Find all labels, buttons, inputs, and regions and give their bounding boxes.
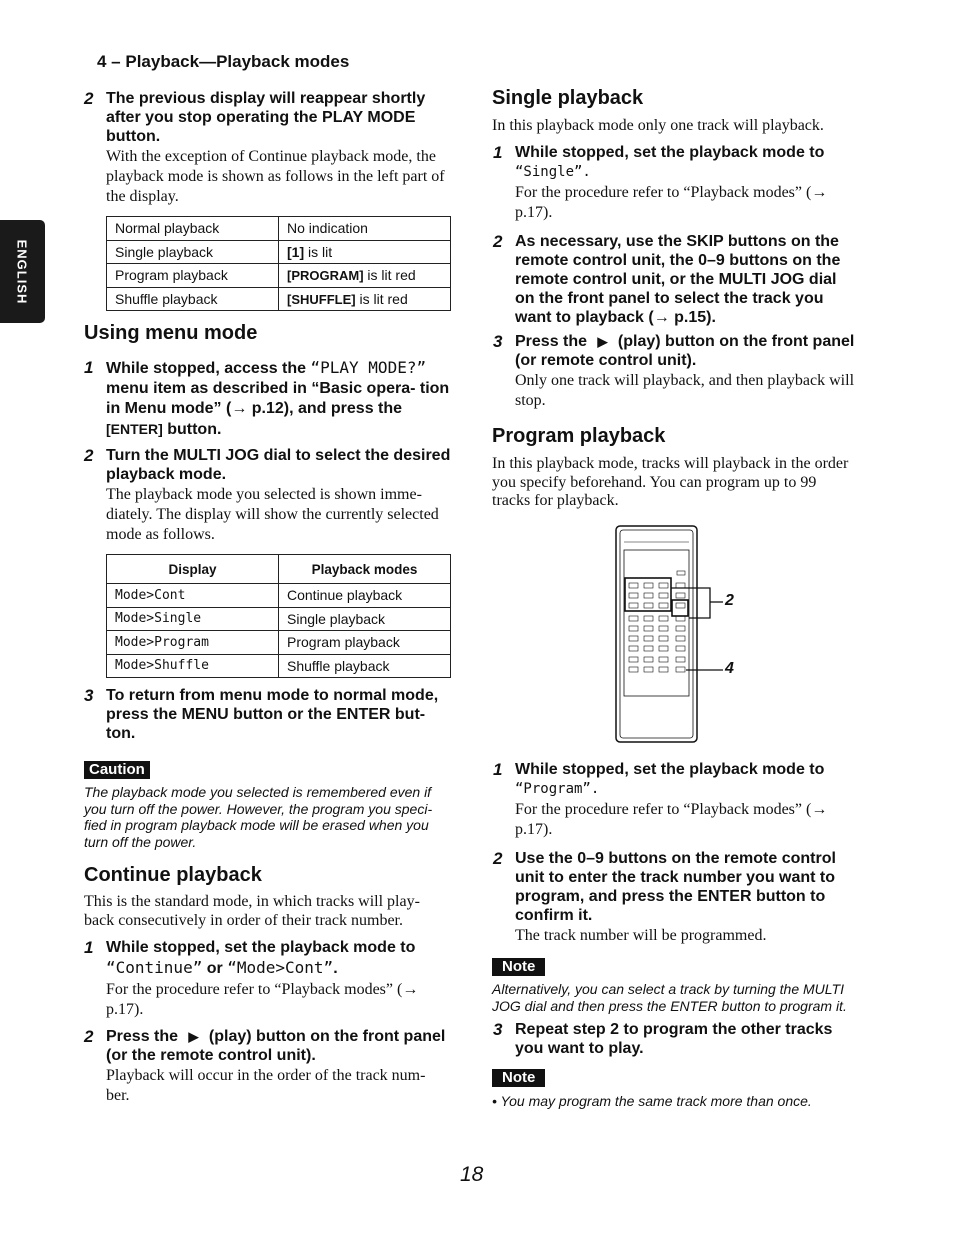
table-cell: Continue playback [279,584,451,608]
heading-program-playback: Program playback [492,425,666,447]
note-text: • You may program the same track more than once. [492,1093,812,1109]
step-instruction: The previous display will reappear shortly after you stop operating the PLAY MODE button. [106,90,426,145]
table-cell: Normal playback [107,217,279,241]
heading-continue-playback: Continue playback [84,864,262,886]
note-text: Alternatively, you can select a track by turning the MULTI JOG dial and then press the ENTER button to program it. [492,981,847,1014]
step-description: With the exception of Continue playback mode, the playback mode is shown as follows in the left part of the display. [106,148,445,205]
table-row [107,584,451,608]
step-instruction: While stopped, access the “PLAY MODE?” menu item as described in “Basic opera- tion in Menu mode” (→ p.12), and press the [ENTER] button. [106,358,450,438]
step-description: For the procedure refer to “Playback modes” (→ p.17). [106,981,419,1018]
step-number: 1 [84,358,94,377]
program-step-2 [493,849,860,946]
table-cell: Single playback [107,240,279,264]
table-row [107,654,451,678]
program-step-3 [493,1020,860,1058]
table-row [107,264,451,288]
heading-using-menu-mode: Using menu mode [84,322,258,344]
table-row [107,240,451,264]
table-cell: Mode>Single [107,607,279,631]
single-intro: In this playback mode only one track will playback. [492,117,824,134]
note-badge: Note [492,1069,545,1087]
step-instruction: Turn the MULTI JOG dial to select the desired playback mode. [106,447,451,483]
step-instruction: While stopped, set the playback mode to [515,144,825,161]
remote-control-illustration [600,522,750,747]
callout-step-4: 4 [725,660,734,677]
table-cell: No indication [279,217,451,241]
mode-value: “Single”. [515,164,591,180]
table-cell: Single playback [279,607,451,631]
caution-badge: Caution [84,761,150,779]
table-cell: Mode>Program [107,631,279,655]
heading-single-playback: Single playback [492,87,644,109]
table-cell: [SHUFFLE] is lit red [279,287,451,311]
step-number: 2 [493,232,503,251]
table-cell: Program playback [279,631,451,655]
step-number: 2 [84,1027,94,1046]
step-description: Playback will occur in the order of the track num- ber. [106,1067,426,1104]
menu-step-1 [84,358,451,440]
play-icon: ▶ [597,334,608,349]
step-instruction: Repeat step 2 to program the other tracks you want to play. [515,1021,833,1057]
language-tab: ENGLISH [0,220,45,323]
continue-step-2 [84,1027,451,1106]
page-number: 18 [460,1163,484,1186]
step-description: For the procedure refer to “Playback modes” (→ p.17). [515,184,828,221]
step-instruction: While stopped, set the playback mode to “Continue” or “Mode>Cont”. [106,939,416,977]
program-intro: In this playback mode, tracks will playback in the order you specify beforehand. You can program up to 99 tracks for playback. [492,455,849,509]
menu-step-3 [84,686,451,743]
step-description: For the procedure refer to “Playback modes” (→ p.17). [515,801,828,838]
single-step-2 [493,232,860,327]
single-step-3 [493,332,860,411]
menu-step-2 [84,446,451,545]
step-instruction: Press the ▶ (play) button on the front panel (or the remote control unit). [106,1028,446,1064]
step-description: Only one track will playback, and then playback will stop. [515,372,855,409]
table-cell: [PROGRAM] is lit red [279,264,451,288]
menu-mode-table [106,554,451,678]
caution-text: The playback mode you selected is remembered even if you turn off the power. However, the program you speci- fied in program playback mode will be erased when you turn off the power. [84,784,433,850]
step-number: 1 [493,760,503,779]
note-badge: Note [492,958,545,976]
continue-step-1 [84,938,451,1020]
step-number: 2 [493,849,503,868]
table-row [107,287,451,311]
table-cell: Shuffle playback [107,287,279,311]
display-indicator-table [106,216,451,311]
step-number: 3 [493,332,503,351]
step-instruction: While stopped, set the playback mode to [515,761,825,778]
column-header: Display [107,555,279,584]
step-description: The track number will be programmed. [515,927,767,944]
single-step-1 [493,143,860,223]
column-header: Playback modes [279,555,451,584]
step-number: 2 [84,446,94,465]
table-row [107,217,451,241]
step-instruction: To return from menu mode to normal mode, press the MENU button or the ENTER but- ton. [106,687,439,742]
table-row [107,607,451,631]
step-number: 3 [84,686,94,705]
section-header: 4 – Playback—Playback modes [97,52,350,71]
play-icon: ▶ [188,1029,199,1044]
table-row [107,631,451,655]
step-description: The playback mode you selected is shown imme- diately. The display will show the currently selected mode as follows. [106,486,439,543]
callout-step-2: 2 [725,592,734,609]
step-number: 2 [84,89,94,108]
step-number: 1 [84,938,94,957]
table-cell: [1] is lit [279,240,451,264]
table-header-row [107,555,451,584]
table-cell: Mode>Cont [107,584,279,608]
step-instruction: Use the 0–9 buttons on the remote control unit to enter the track number you want to program, and press the ENTER button to confirm it. [515,850,836,924]
table-cell: Mode>Shuffle [107,654,279,678]
table-cell: Shuffle playback [279,654,451,678]
mode-value: “Program”. [515,781,600,797]
program-step-1 [493,760,860,840]
table-cell: Program playback [107,264,279,288]
step-instruction: As necessary, use the SKIP buttons on the remote control unit, the 0–9 buttons on the remote control unit, or the MULTI JOG dial on the front panel to select the track you want to playback (→ p.15). [515,233,841,326]
continue-intro: This is the standard mode, in which tracks will play- back consecutively in order of their track number. [84,893,420,929]
step-number: 3 [493,1020,503,1039]
step-2-intro [84,89,451,207]
step-instruction: Press the ▶ (play) button on the front panel (or remote control unit). [515,333,855,369]
step-number: 1 [493,143,503,162]
